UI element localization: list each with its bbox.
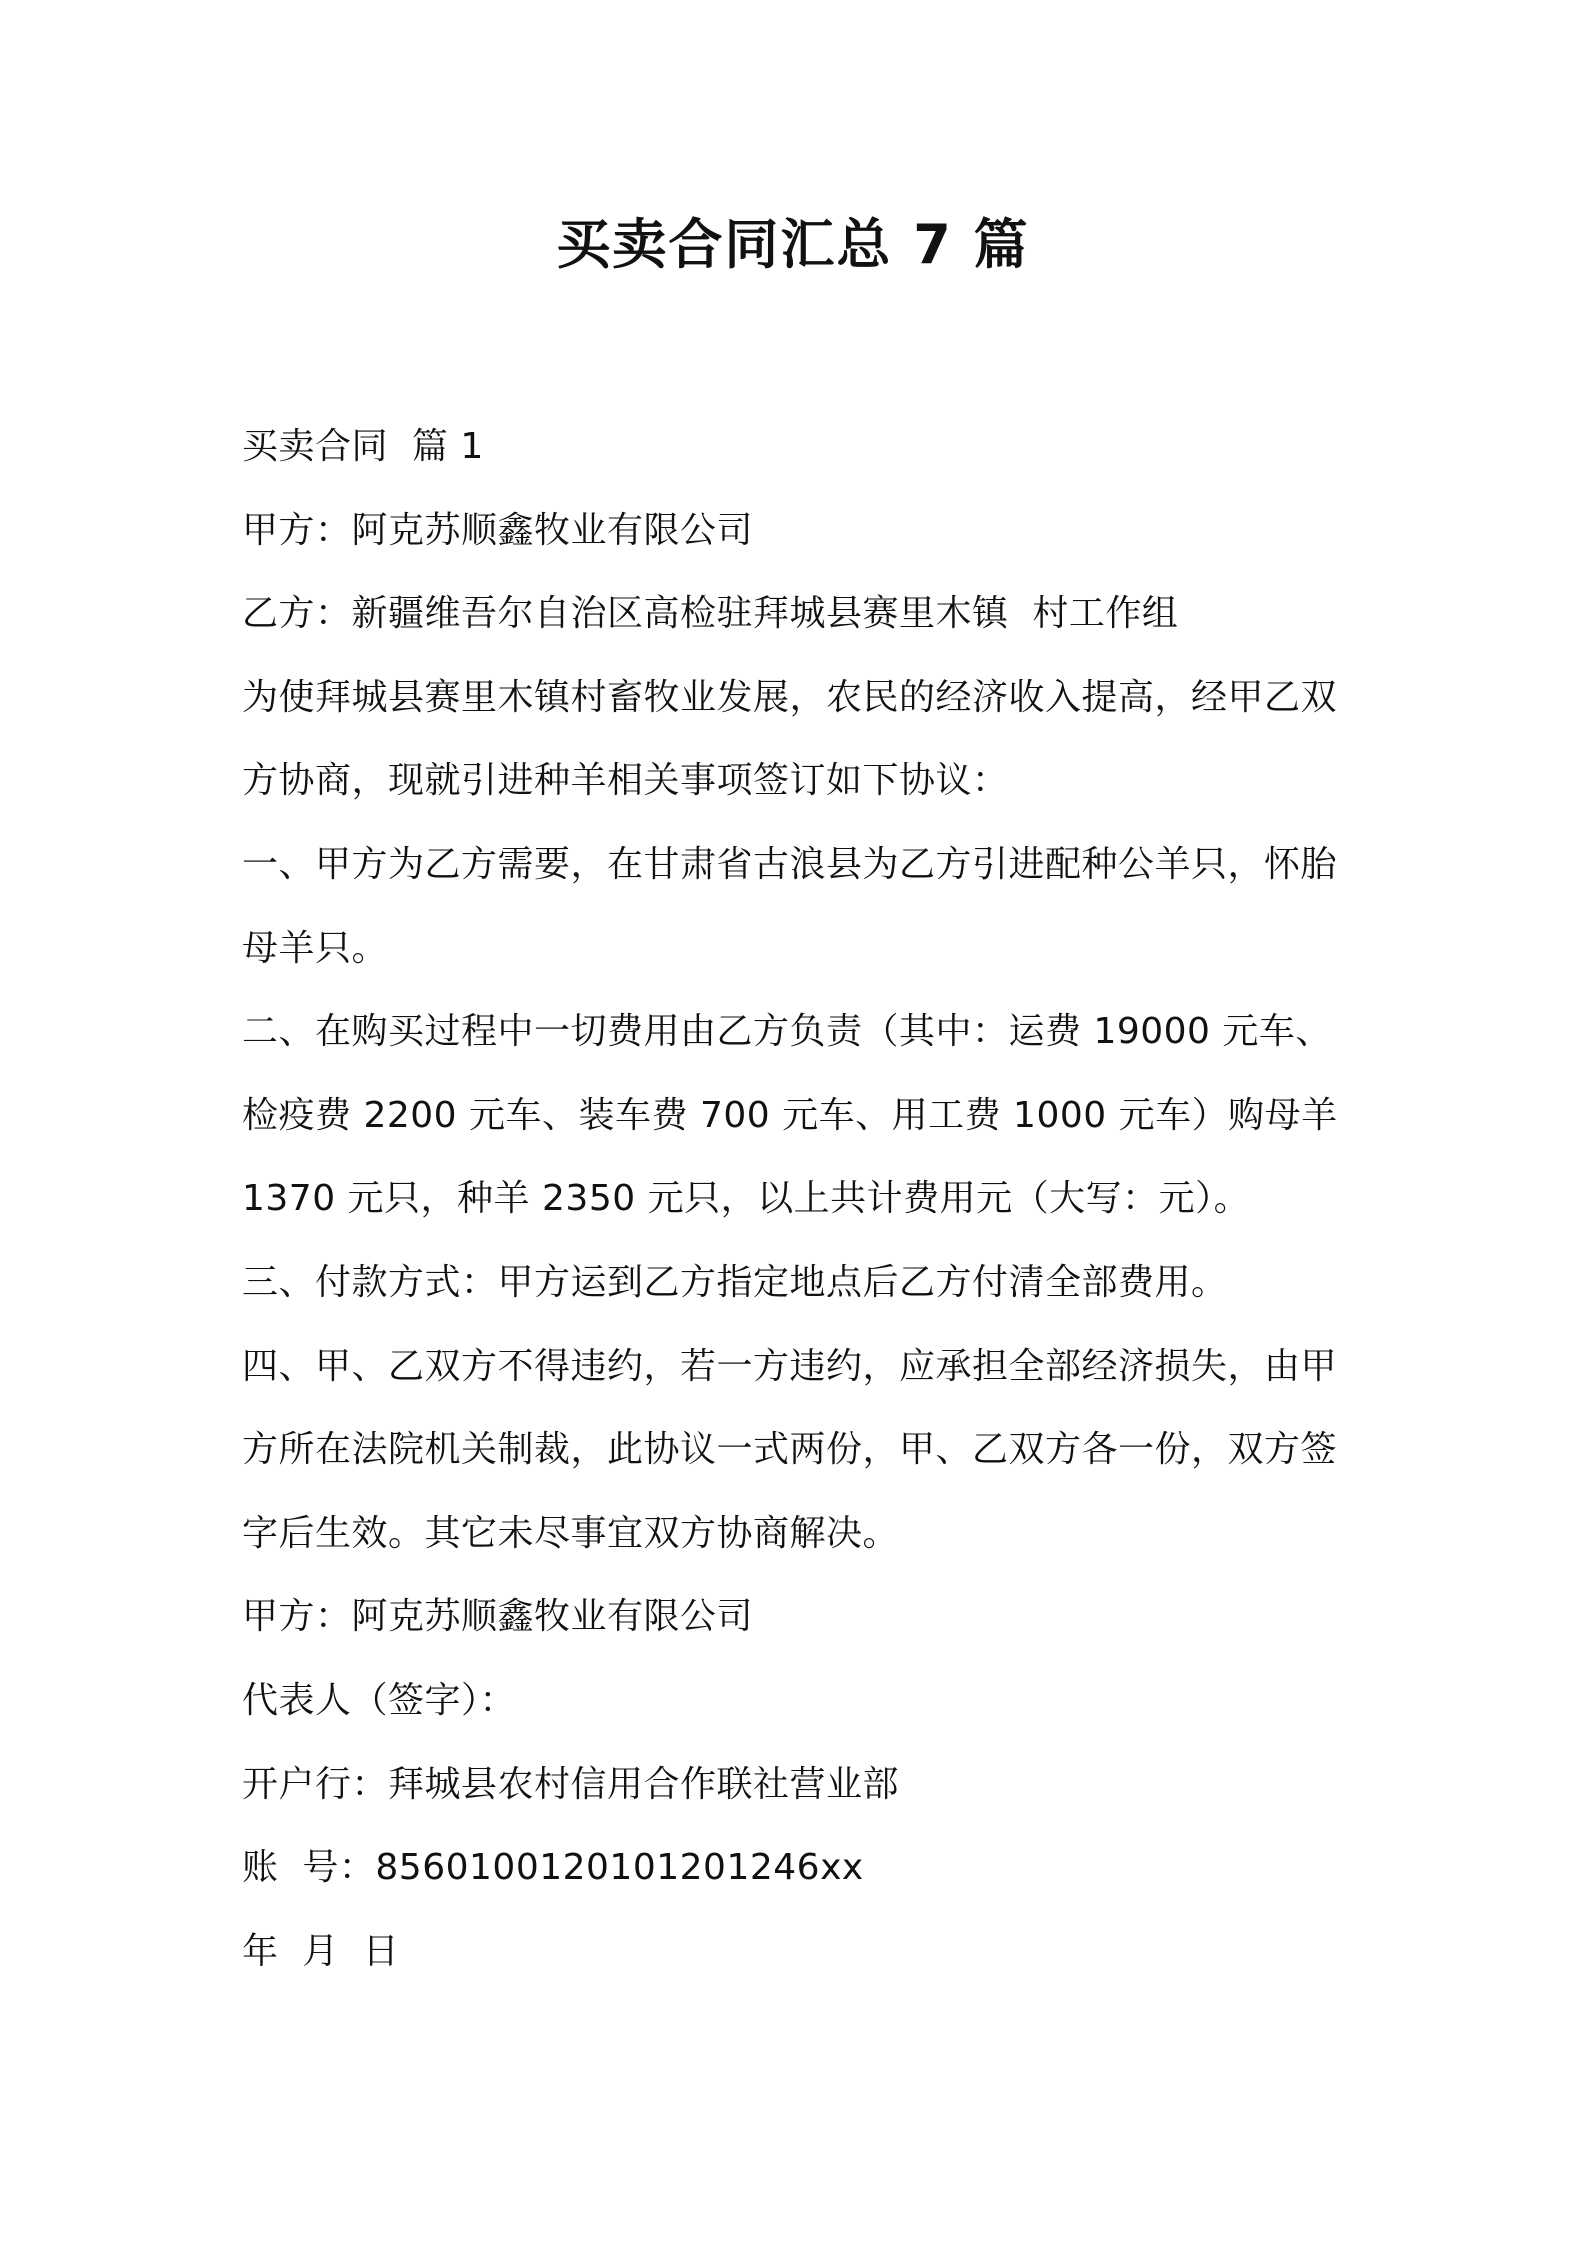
signature-party-a: 甲方：阿克苏顺鑫牧业有限公司 [242, 1596, 754, 1638]
signature-representative: 代表人（签字）： [242, 1679, 517, 1721]
date-line: 年 月 日 [242, 1930, 400, 1972]
document-title: 买卖合同汇总 7 篇 [556, 213, 1030, 276]
party-b-line: 乙方：新疆维吾尔自治区高检驻拜城县赛里木镇 村工作组 [242, 593, 1179, 635]
clause-4: 四、甲、乙双方不得违约，若一方违约，应承担全部经济损失，由甲方所在法院机关制裁，此协议一式两份，甲、乙双方各一份，双方签字后生效。其它未尽事宜双方协商解决。 [242, 1345, 1338, 1554]
clause-3: 三、付款方式：甲方运到乙方指定地点后乙方付清全部费用。 [242, 1261, 1228, 1303]
document-body [242, 405, 1362, 1993]
bank-line: 开户行：拜城县农村信用合作联社营业部 [242, 1763, 900, 1805]
account-line: 账 号：856010012010120124​6xx [242, 1847, 864, 1889]
section-heading: 买卖合同 篇 1 [242, 426, 484, 467]
clause-1: 一、甲方为乙方需要，在甘肃省古浪县为乙方引进配种公羊只，怀胎母羊只。 [242, 843, 1338, 969]
party-a-line: 甲方：阿克苏顺鑫牧业有限公司 [242, 509, 754, 551]
clause-2: 二、在购买过程中一切费用由乙方负责（其中：运费 19000 元车、检疫费 2200 元车、装车费 700 元车、用工费 1000 元车）购母羊 1370 元只，种羊 2350 元只，以上共计费用元（大写：元）。 [242, 1011, 1350, 1220]
preamble-paragraph: 为使拜城县赛里木镇村畜牧业发展，农民的经济收入提高，经甲乙双方协商，现就引进种羊相关事项签订如下协议： [242, 676, 1338, 802]
